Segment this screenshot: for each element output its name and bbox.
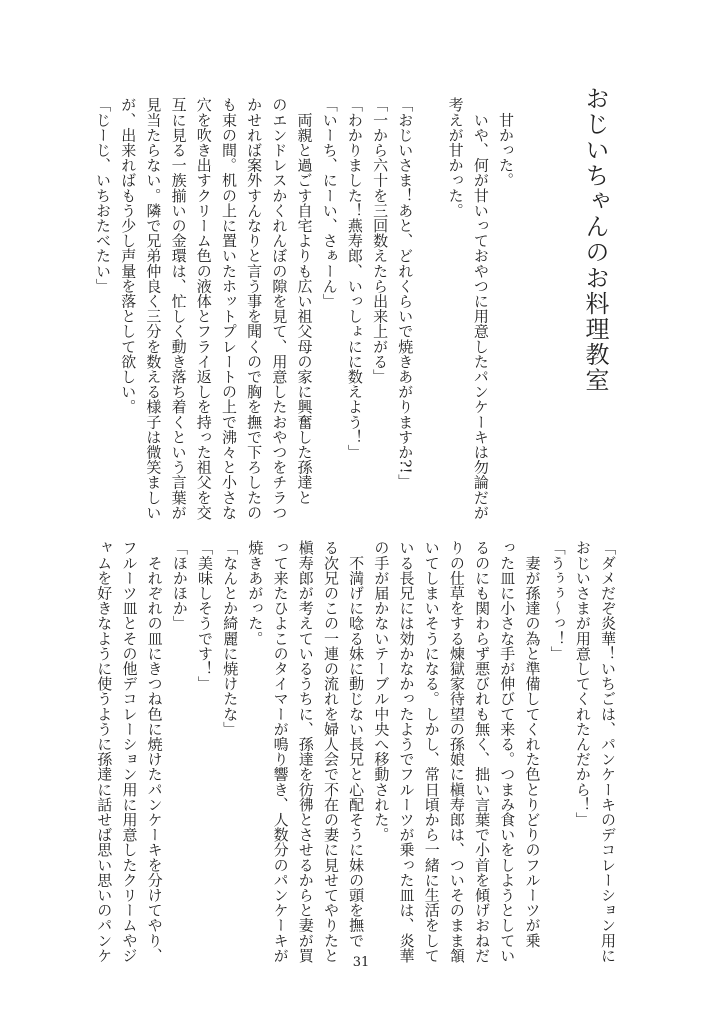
text-line: 「ダメだぞ炎華！いちごは、パンケーキのデコレーション用に — [599, 540, 617, 963]
text-line: 互に見る一族揃いの金環は、忙しく動き落ち着くという言葉が — [169, 97, 188, 520]
text-line: 「わかりました！燕寿郎、いっしょにに数えよう！」 — [345, 97, 364, 460]
text-line: いや、何が甘いっておやつに用意したパンケーキは勿論だが — [471, 97, 490, 520]
text-line: る次兄のこの一連の流れを婦人会で不在の妻に見せてやりたと — [321, 540, 340, 963]
text-line: ャムを好きなように使うように孫達に話せば思い思いのパンケ — [95, 540, 114, 963]
text-line: 槇寿郎が考えているうちに、孫達を彷彿とさせるからと妻が買 — [296, 540, 315, 963]
text-line: かせれば案外すんなりと言う事を聞くので胸を撫で下ろしたの — [245, 97, 264, 520]
text-line: るのにも関わらず悪びれも無く、拙い言葉で小首を傾げおねだ — [473, 540, 492, 963]
text-line: 「ほかほか」 — [170, 540, 189, 631]
text-line: おじいさまが用意してくれたんだから！」 — [573, 540, 592, 827]
text-line: のエンドレスかくれんぼの隙を見て、用意したおやつをチラつ — [270, 97, 289, 520]
text-line: が、出来ればもう少し声量を落として欲しい。 — [119, 97, 138, 415]
text-line: の手が届かないテーブル中央へ移動された。 — [372, 540, 391, 842]
text-line: 見当たらない。隣で兄弟仲良く三分を数える様子は微笑ましい — [144, 97, 163, 520]
text-line: 両親と過ごす自宅よりも広い祖父母の家に興奮した孫達と — [295, 97, 314, 505]
text-line: った皿に小さな手が伸びて来る。つまみ食いをしようとしてい — [498, 540, 517, 963]
text-line: 穴を吹き出すクリーム色の液体とフライ返しを持った祖父を交 — [194, 97, 213, 520]
text-line: 「じーじ、いちおたべたい」 — [94, 97, 112, 294]
text-line: りの仕草をする煉獄家待望の孫娘に槇寿郎は、ついそのまま頷 — [447, 540, 466, 963]
text-line: 甘かった。 — [497, 97, 515, 188]
upper-text-block — [90, 97, 518, 520]
text-line: 不満げに唸る妹に動じない長兄と心配そうに妹の頭を撫で — [347, 540, 366, 948]
text-line: 「一から六十を三回数えたら出来上がる」 — [371, 97, 390, 384]
text-line: いてしまいそうになる。しかし、常日頃から一緒に生活をして — [422, 540, 441, 963]
text-line: それぞれの皿にきつね色に焼けたパンケーキを分けてやり、 — [145, 540, 164, 963]
text-line: も束の間。机の上に置いたホットプレートの上で沸々と小さな — [219, 97, 238, 520]
blank-line — [417, 97, 442, 507]
text-line: 「おじいさま！あと、どれくらいで焼きあがりますか?!」 — [396, 97, 415, 489]
text-line: 焼きあがった。 — [246, 540, 265, 646]
text-line: 「なんとか綺麗に焼けたな」 — [221, 540, 240, 737]
text-line: 考えが甘かった。 — [446, 97, 465, 218]
text-line: 妻が孫達の為と準備してくれた色とりどりのフルーツが乗 — [523, 540, 542, 948]
chapter-title: おじいちゃんのお料理教室 — [581, 86, 609, 394]
text-line: 「いーち、にーい、さぁーん」 — [320, 97, 339, 309]
text-line: 「美味しそうです！」 — [196, 540, 214, 691]
text-line: って来たひよこのタイマーが鳴り響き、人数分のパンケーキが — [271, 540, 290, 963]
text-line: フルーツ皿とその他デコレーション用に用意したクリームやジ — [120, 540, 139, 963]
page-number: 31 — [352, 955, 370, 970]
text-line: いる長兄には効かなかったようでフルーツが乗った皿は、炎華 — [397, 540, 416, 963]
text-line: 「うぅぅ〜っ！」 — [548, 540, 567, 661]
